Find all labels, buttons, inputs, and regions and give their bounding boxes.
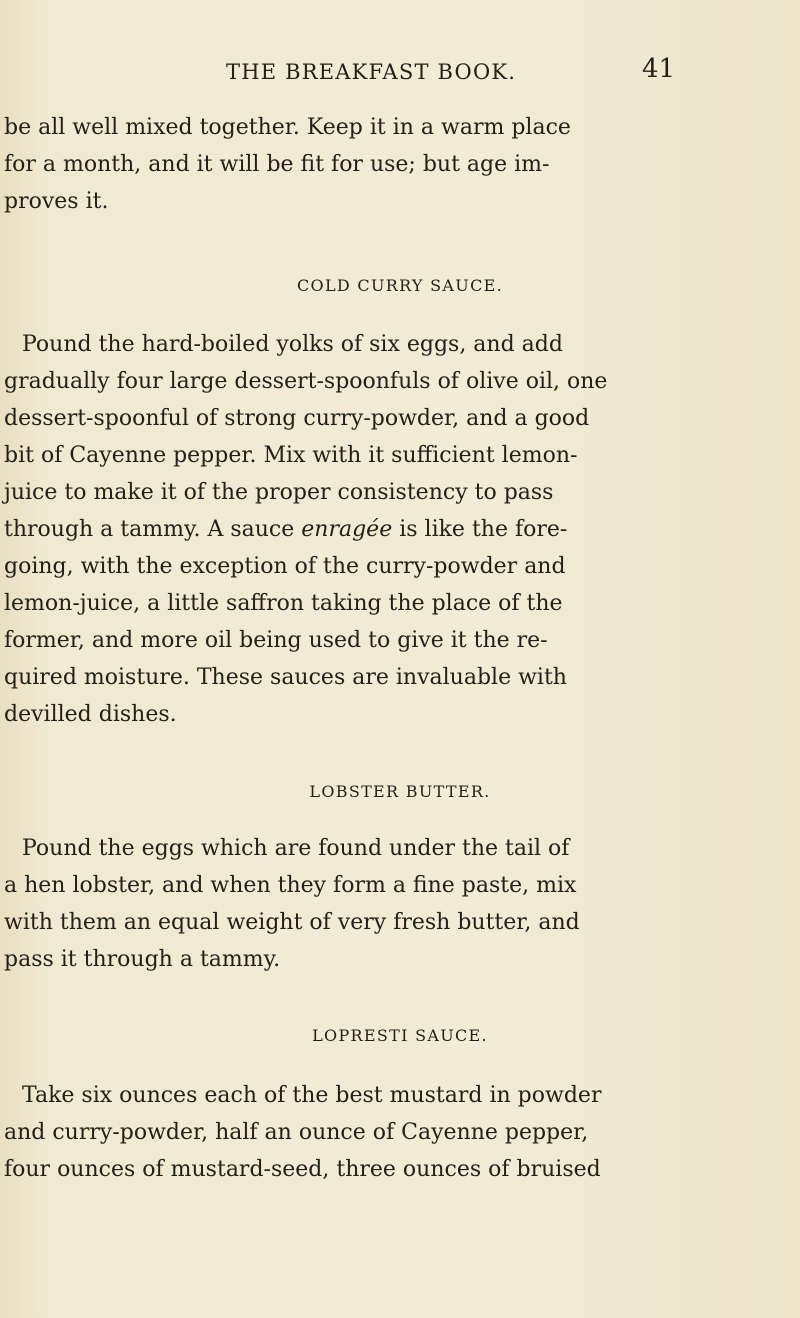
text-line: Pound the eggs which are found under the tail of [22,836,570,861]
text-line: be all well mixed together. Keep it in a warm place [4,115,571,140]
text-line: devilled dishes. [4,702,177,727]
text-line [0,511,790,548]
text-fragment: through a tammy. A sauce [4,517,302,542]
text-line: and curry-powder, half an ounce of Cayenne pepper, [4,1120,589,1145]
lopresti-sauce-paragraph [0,1077,800,1188]
text-line: with them an equal weight of very fresh butter, and [4,910,580,935]
text-line: lemon-juice, a little saffron taking the place of the [4,591,563,616]
intro-paragraph [0,109,800,220]
running-head [0,54,800,92]
section-heading-lopresti-sauce: LOPRESTI SAUCE. [312,1026,488,1045]
text-fragment: is like the fore- [392,517,568,542]
text-line: for a month, and it will be fit for use; but age im- [4,152,550,177]
text-line: Take six ounces each of the best mustard in powder [22,1083,602,1108]
text-line: quired moisture. These sauces are invaluable with [4,665,567,690]
book-title: THE BREAKFAST BOOK. [226,60,517,84]
cold-curry-sauce-paragraph [0,326,800,733]
text-line: bit of Cayenne pepper. Mix with it sufficient lemon- [4,443,578,468]
text-line: former, and more oil being used to give it the re- [4,628,548,653]
text-line: pass it through a tammy. [4,947,281,972]
page-number: 41 [642,54,676,84]
section-heading-lobster-butter: LOBSTER BUTTER. [309,782,491,801]
section-heading-cold-curry-sauce: COLD CURRY SAUCE. [297,276,503,295]
text-line: Pound the hard-boiled yolks of six eggs, and add [22,332,563,357]
text-line: going, with the exception of the curry-powder and [4,554,566,579]
text-line: juice to make it of the proper consistency to pass [4,480,554,505]
italic-term: enragée [301,517,393,542]
lobster-butter-paragraph [0,830,800,978]
text-line: dessert-spoonful of strong curry-powder, and a good [4,406,590,431]
text-line: four ounces of mustard-seed, three ounces of bruised [4,1157,601,1182]
text-line: gradually four large dessert-spoonfuls of olive oil, one [4,369,608,394]
text-line: proves it. [4,189,109,214]
text-line: a hen lobster, and when they form a fine paste, mix [4,873,577,898]
